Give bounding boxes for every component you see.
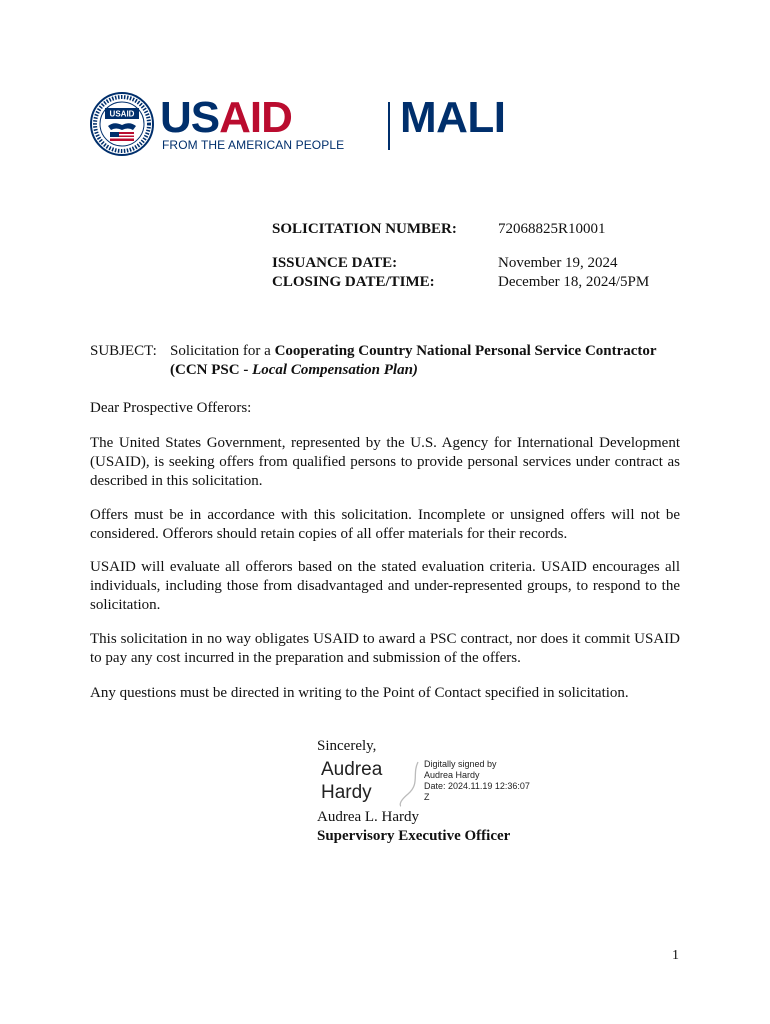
- digital-signature-name: [321, 758, 382, 804]
- usaid-mali-logo: [90, 92, 506, 164]
- digital-signature-info-3: Date: 2024.11.19 12:36:07: [424, 781, 530, 791]
- paragraph-4: This solicitation in no way obligates USAID to award a PSC contract, nor does it commit USAID to pay any cost incurred in the preparation and submission of the offers.: [90, 631, 680, 666]
- closing-date-value: December 18, 2024/5PM: [498, 274, 650, 290]
- svg-text:USAID: USAID: [109, 109, 135, 119]
- paragraph-2: Offers must be in accordance with this solicitation. Incomplete or unsigned offers will not be considered. Offerors should retain copies of all offer materials for their records.: [90, 507, 680, 542]
- subject-bold-title: Cooperating Country National Personal Service Contractor: [274, 343, 657, 359]
- digital-signature-info-2: Audrea Hardy: [424, 770, 480, 780]
- usaid-us: US: [160, 93, 220, 142]
- logo-divider: [388, 102, 390, 150]
- closing-salutation: Sincerely,: [317, 738, 377, 754]
- digital-signature-first: Audrea: [321, 759, 383, 780]
- subject-italic: Local Compensation Plan): [252, 362, 418, 378]
- issuance-date-value: November 19, 2024: [498, 255, 618, 271]
- digital-signature-details: [424, 759, 544, 803]
- usaid-seal-icon: [90, 92, 154, 156]
- page-number: 1: [672, 948, 679, 963]
- paragraph-3: USAID will evaluate all offerors based on the stated evaluation criteria. USAID encourages all individuals, including those from disadvantaged and under-represented groups, to respond to the solicitation.: [90, 559, 680, 613]
- subject-bold-cont: (CCN PSC -: [170, 362, 253, 378]
- solicitation-number-value: 72068825R10001: [498, 221, 606, 237]
- usaid-logo-text: [160, 94, 292, 142]
- solicitation-number-label: SOLICITATION NUMBER:: [272, 221, 457, 237]
- paragraph-5: Any questions must be directed in writing to the Point of Contact specified in solicitation.: [90, 685, 629, 701]
- subject: [90, 342, 680, 380]
- signature-stroke-icon: [398, 760, 422, 808]
- issuance-date-label: ISSUANCE DATE:: [272, 255, 398, 271]
- logo-tagline: FROM THE AMERICAN PEOPLE: [162, 138, 345, 152]
- paragraph-1: The United States Government, represented by the U.S. Agency for International Development (USAID), is seeking offers from qualified persons to provide personal services under contract as described in this solicitation.: [90, 435, 680, 489]
- subject-lead: Solicitation for a: [170, 343, 275, 359]
- salutation: Dear Prospective Offerors:: [90, 400, 252, 416]
- digital-signature-info-4: Z: [424, 792, 430, 802]
- digital-signature-info-1: Digitally signed by: [424, 759, 497, 769]
- signer-title: Supervisory Executive Officer: [317, 828, 511, 844]
- signer-name: Audrea L. Hardy: [317, 809, 420, 825]
- country-name: MALI: [400, 93, 506, 142]
- digital-signature-last: Hardy: [321, 782, 372, 803]
- usaid-aid: AID: [219, 93, 292, 142]
- closing-date-label: CLOSING DATE/TIME:: [272, 274, 435, 290]
- subject-prefix: SUBJECT:: [90, 343, 157, 359]
